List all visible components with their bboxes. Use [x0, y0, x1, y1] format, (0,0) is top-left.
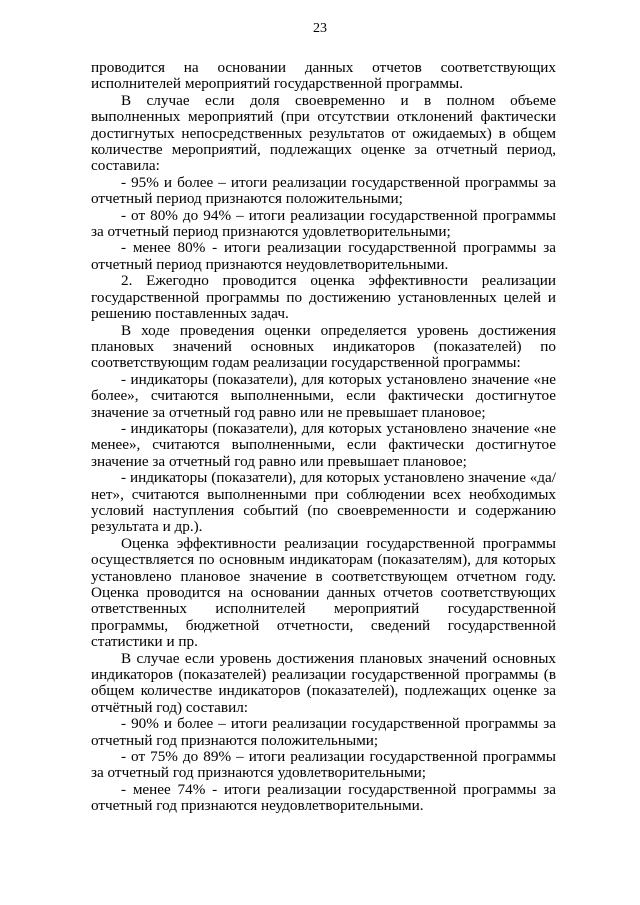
list-item-indicator-not-less: - индикаторы (показатели), для которых установлено значение «не менее», считаются выполненными, если фактически достигнутое значение за отчетный год равно или превышает плановое; — [91, 419, 556, 470]
list-item-indicator-yes-no: - индикаторы (показатели), для которых установлено значение «да/нет», считаются выполненными при соблюдении всех необходимых условий наступления событий (по своевременности и содержанию результата и др.). — [91, 469, 556, 536]
list-item-indicators-satisfactory: - от 75% до 89% – итоги реализации государственной программы за отчетный год признаются удовлетворительными; — [91, 748, 556, 782]
paragraph-indicator-achievement: В случае если уровень достижения плановых значений основных индикаторов (показателей) реализации государственной программы (в общем количестве индикаторов (показателей), подлежащих оценке за отчётный год) составил: — [91, 649, 556, 716]
list-item-activities-satisfactory: - от 80% до 94% – итоги реализации государственной программы за отчетный период признаются удовлетворительными; — [91, 206, 556, 241]
list-item-activities-unsatisfactory: - менее 80% - итоги реализации государственной программы за отчетный период признаются неудовлетворительными. — [91, 239, 556, 273]
page-number: 23 — [313, 21, 327, 36]
list-item-activities-positive: - 95% и более – итоги реализации государственной программы за отчетный период признаются положительными; — [91, 173, 556, 208]
document-body — [91, 60, 556, 815]
paragraph-annual-assessment: 2. Ежегодно проводится оценка эффективности реализации государственной программы по достижению установленных целей и решению поставленных задач. — [91, 272, 556, 323]
list-item-indicator-not-more: - индикаторы (показатели), для которых установлено значение «не более», считаются выполненными, если фактически достигнутое значение за отчетный год равно или не превышает плановое; — [91, 370, 556, 421]
paragraph-activities-share: В случае если доля своевременно и в полном объеме выполненных мероприятий (при отсутствии отклонений фактически достигнутых непосредственных результатов от ожидаемых) в общем количестве мероприятий, подлежащих оценке за отчетный период, составила: — [91, 91, 556, 175]
list-item-indicators-unsatisfactory: - менее 74% - итоги реализации государственной программы за отчетный год признаются неудовлетворительными. — [91, 780, 556, 815]
paragraph-continuation: проводится на основании данных отчетов соответствующих исполнителей мероприятий государственной программы. — [91, 59, 556, 93]
paragraph-efficiency-assessment: Оценка эффективности реализации государственной программы осуществляется по основным индикаторам (показателям), для которых установлено плановое значение в соответствующем отчетном году. Оценка проводится на основании данных отчетов соответствующих ответственных исполнителей мероприятий государственной программы, бюджетной отчетности, сведений государственной статистики и пр. — [91, 534, 556, 651]
list-item-indicators-positive: - 90% и более – итоги реализации государственной программы за отчетный год признаются положительными; — [91, 715, 556, 749]
paragraph-indicator-level: В ходе проведения оценки определяется уровень достижения плановых значений основных индикаторов (показателей) по соответствующим годам реализации государственной программы: — [91, 321, 556, 372]
